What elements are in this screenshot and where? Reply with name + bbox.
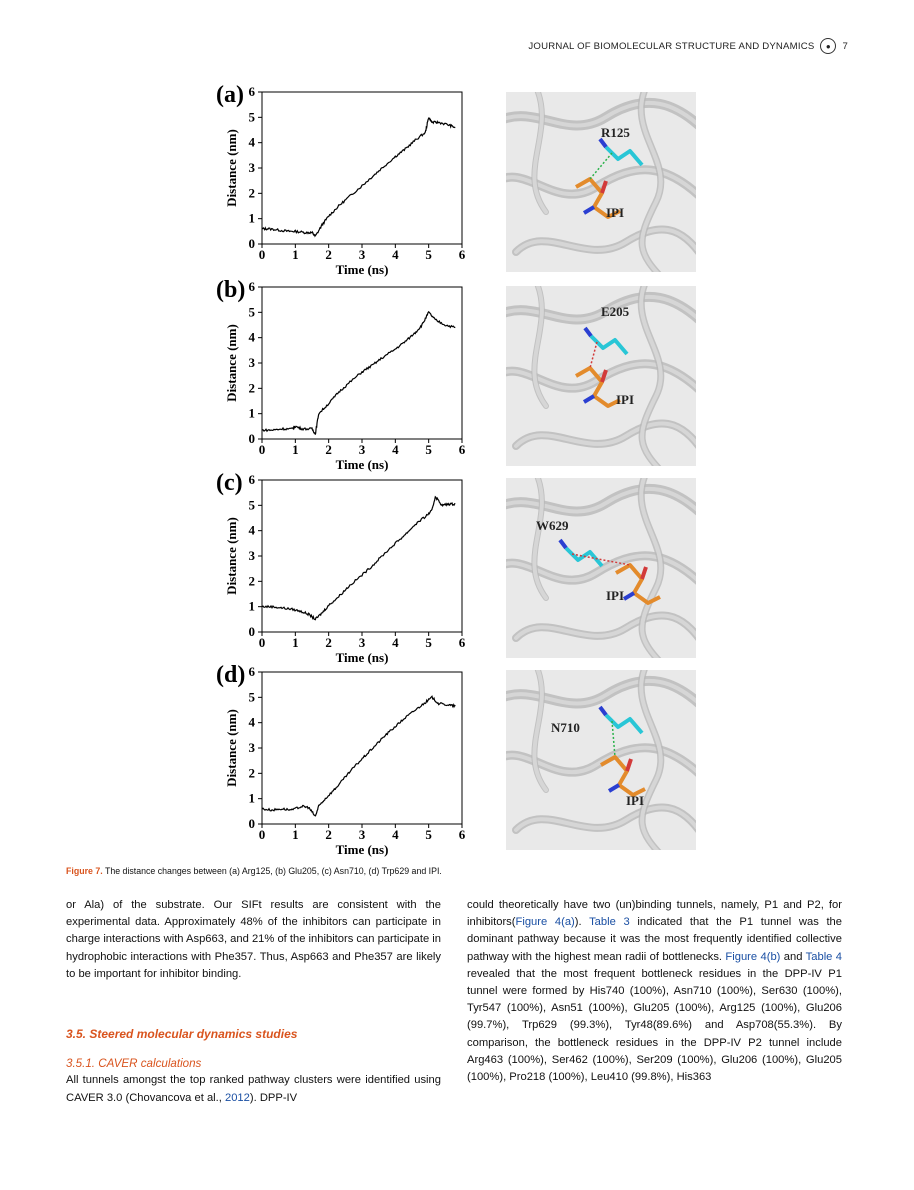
panel-letter: (c) bbox=[216, 470, 243, 496]
residue-label: R125 bbox=[601, 125, 630, 140]
journal-logo-icon: ● bbox=[820, 38, 836, 54]
x-tick-label: 0 bbox=[258, 442, 266, 457]
citation-link[interactable]: 2012 bbox=[224, 1091, 250, 1104]
residue-label: W629 bbox=[536, 518, 569, 533]
plot-frame bbox=[262, 92, 462, 244]
rc-text-1: could theoretically have two (un)binding tunnels, namely, P1 and P2, for inhibitors( bbox=[467, 899, 842, 929]
y-axis-label: Distance (nm) bbox=[224, 517, 239, 595]
right-column bbox=[467, 897, 842, 1086]
chart-panel-c bbox=[212, 470, 482, 665]
y-tick-label: 5 bbox=[248, 304, 255, 320]
right-paragraph bbox=[467, 897, 842, 1086]
y-tick-label: 6 bbox=[248, 472, 255, 487]
y-tick-label: 0 bbox=[248, 624, 255, 639]
x-tick-label: 5 bbox=[425, 442, 432, 457]
y-tick-label: 2 bbox=[248, 573, 255, 589]
y-tick-label: 3 bbox=[248, 160, 255, 175]
x-tick-label: 0 bbox=[258, 247, 266, 262]
y-axis-label: Distance (nm) bbox=[224, 709, 239, 787]
x-tick-label: 5 bbox=[425, 635, 432, 650]
y-tick-label: 0 bbox=[248, 236, 255, 251]
chart-svg-c bbox=[212, 470, 482, 665]
y-tick-label: 3 bbox=[248, 740, 255, 755]
y-tick-label: 3 bbox=[248, 548, 255, 563]
figure-4b-link[interactable]: Figure 4(b) bbox=[725, 950, 781, 963]
subsection-heading: 3.5.1. CAVER calculations bbox=[66, 1057, 202, 1071]
x-axis-label: Time (ns) bbox=[335, 842, 389, 857]
panel-letter: (b) bbox=[216, 277, 246, 303]
rc-text-5: revealed that the most frequent bottleneck residues in the DPP-IV P1 tunnel were formed by His740 (100%), Asn710 (100%), Ser630 (100%), Tyr547 (100%), Asn51 (100%), Glu205 (100%), Arg125 (100%), Glu206 (99.7%), Trp629 (99.3%), Tyr48(89.6%) and Asp708(55.3%). By comparison, the bottleneck residues in the DPP-IV P2 tunnel include Arg463 (100%), Ser462 (100%), Ser209 (100%), Glu206 (100%), Glu205 (100%), Pro218 (100%), Leu410 (99.8%), His363 bbox=[467, 967, 842, 1084]
ligand-label: IPI bbox=[616, 392, 635, 407]
rc-text-3: indicated that the P1 tunnel was the dominant pathway because it was the most frequently identified collective pathway with the highest mean radii of bottlenecks. bbox=[467, 916, 843, 963]
x-axis-label: Time (ns) bbox=[335, 262, 389, 277]
running-head bbox=[528, 38, 848, 54]
y-tick-label: 2 bbox=[248, 380, 255, 396]
para2-text-end: ). DPP-IV bbox=[249, 1091, 298, 1104]
molecule-image-a bbox=[506, 92, 696, 272]
caption-text: The distance changes between (a) Arg125, (b) Glu205, (c) Asn710, (d) Trp629 and IPI. bbox=[102, 866, 442, 876]
molecule-image-b bbox=[506, 286, 696, 466]
y-tick-label: 5 bbox=[248, 689, 255, 705]
y-tick-label: 0 bbox=[248, 431, 255, 446]
ligand-label: IPI bbox=[606, 205, 625, 220]
chart-svg-a bbox=[212, 82, 482, 277]
x-tick-label: 4 bbox=[392, 442, 399, 457]
x-tick-label: 1 bbox=[292, 442, 299, 457]
left-paragraph-2 bbox=[66, 1072, 441, 1106]
molecule-image-c bbox=[506, 478, 696, 658]
molecule-svg-a bbox=[506, 92, 696, 272]
para2-text-start: All tunnels amongst the top ranked pathway clusters were identified using CAVER 3.0 (Chovancova et al., bbox=[66, 1074, 441, 1104]
panel-letter: (a) bbox=[216, 82, 244, 108]
y-axis-label: Distance (nm) bbox=[224, 129, 239, 207]
x-tick-label: 1 bbox=[292, 827, 299, 842]
molecule-image-d bbox=[506, 670, 696, 850]
section-heading: 3.5. Steered molecular dynamics studies bbox=[66, 1027, 298, 1042]
x-tick-label: 2 bbox=[325, 442, 332, 457]
y-tick-label: 5 bbox=[248, 109, 255, 125]
x-tick-label: 4 bbox=[392, 635, 399, 650]
chart-svg-b bbox=[212, 277, 482, 472]
residue-label: E205 bbox=[601, 304, 630, 319]
y-tick-label: 1 bbox=[248, 790, 255, 806]
figure-caption bbox=[66, 866, 442, 876]
rc-text-2: ). bbox=[574, 916, 590, 929]
x-tick-label: 4 bbox=[392, 247, 399, 262]
y-tick-label: 2 bbox=[248, 765, 255, 781]
y-tick-label: 5 bbox=[248, 497, 255, 513]
residue-label: N710 bbox=[551, 720, 580, 735]
x-tick-label: 0 bbox=[258, 827, 266, 842]
x-tick-label: 2 bbox=[325, 247, 332, 262]
table-3-link[interactable]: Table 3 bbox=[589, 916, 630, 929]
plot-frame bbox=[262, 287, 462, 439]
x-axis-label: Time (ns) bbox=[335, 457, 389, 472]
x-tick-label: 2 bbox=[325, 827, 332, 842]
x-tick-label: 5 bbox=[425, 827, 432, 842]
x-tick-label: 3 bbox=[358, 635, 366, 650]
x-tick-label: 5 bbox=[425, 247, 432, 262]
y-axis-label: Distance (nm) bbox=[224, 324, 239, 402]
y-tick-label: 1 bbox=[248, 598, 255, 614]
ligand-label: IPI bbox=[606, 588, 625, 603]
y-tick-label: 4 bbox=[248, 329, 255, 345]
rc-text-4: and bbox=[780, 950, 806, 963]
y-tick-label: 4 bbox=[248, 714, 255, 730]
molecule-svg-d bbox=[506, 670, 696, 850]
x-tick-label: 6 bbox=[458, 442, 466, 457]
distance-series-line bbox=[262, 696, 455, 816]
panel-letter: (d) bbox=[216, 662, 246, 688]
y-tick-label: 3 bbox=[248, 355, 255, 370]
molecule-svg-b bbox=[506, 286, 696, 466]
x-tick-label: 6 bbox=[458, 247, 466, 262]
x-tick-label: 3 bbox=[358, 442, 366, 457]
journal-title: JOURNAL OF BIOMOLECULAR STRUCTURE AND DYNAMICS bbox=[528, 40, 815, 52]
plot-frame bbox=[262, 672, 462, 824]
ligand-label: IPI bbox=[626, 793, 645, 808]
x-axis-label: Time (ns) bbox=[335, 650, 389, 665]
y-tick-label: 4 bbox=[248, 522, 255, 538]
chart-svg-d bbox=[212, 662, 482, 857]
molecule-svg-c bbox=[506, 478, 696, 658]
y-tick-label: 1 bbox=[248, 405, 255, 421]
chart-panel-d bbox=[212, 662, 482, 857]
x-tick-label: 0 bbox=[258, 635, 266, 650]
chart-panel-a bbox=[212, 82, 482, 277]
figure-4a-link[interactable]: Figure 4(a) bbox=[515, 916, 575, 929]
y-tick-label: 0 bbox=[248, 816, 255, 831]
y-tick-label: 1 bbox=[248, 210, 255, 226]
page-number: 7 bbox=[842, 40, 848, 52]
x-tick-label: 6 bbox=[458, 635, 466, 650]
x-tick-label: 3 bbox=[358, 827, 366, 842]
table-4-link[interactable]: Table 4 bbox=[805, 950, 843, 963]
y-tick-label: 2 bbox=[248, 185, 255, 201]
x-tick-label: 6 bbox=[458, 827, 466, 842]
distance-series-line bbox=[262, 118, 455, 236]
y-tick-label: 6 bbox=[248, 279, 255, 294]
x-tick-label: 1 bbox=[292, 635, 299, 650]
caption-label: Figure 7. bbox=[66, 866, 103, 876]
y-tick-label: 6 bbox=[248, 664, 255, 679]
y-tick-label: 6 bbox=[248, 84, 255, 99]
distance-series-line bbox=[262, 497, 455, 620]
x-tick-label: 4 bbox=[392, 827, 399, 842]
distance-series-line bbox=[262, 312, 455, 435]
y-tick-label: 4 bbox=[248, 134, 255, 150]
left-column bbox=[66, 897, 441, 1107]
chart-panel-b bbox=[212, 277, 482, 472]
left-paragraph-1: or Ala) of the substrate. Our SIFt results are consistent with the experimental data. Approximately 48% of the inhibitors can participate in charge interactions with Asp663, and 21% of the inhibitors can participate in hydrophobic interactions with Phe357. Thus, Asp663 and Phe357 are likely to be important for inhibitor binding. bbox=[66, 899, 442, 980]
x-tick-label: 2 bbox=[325, 635, 332, 650]
x-tick-label: 1 bbox=[292, 247, 299, 262]
x-tick-label: 3 bbox=[358, 247, 366, 262]
